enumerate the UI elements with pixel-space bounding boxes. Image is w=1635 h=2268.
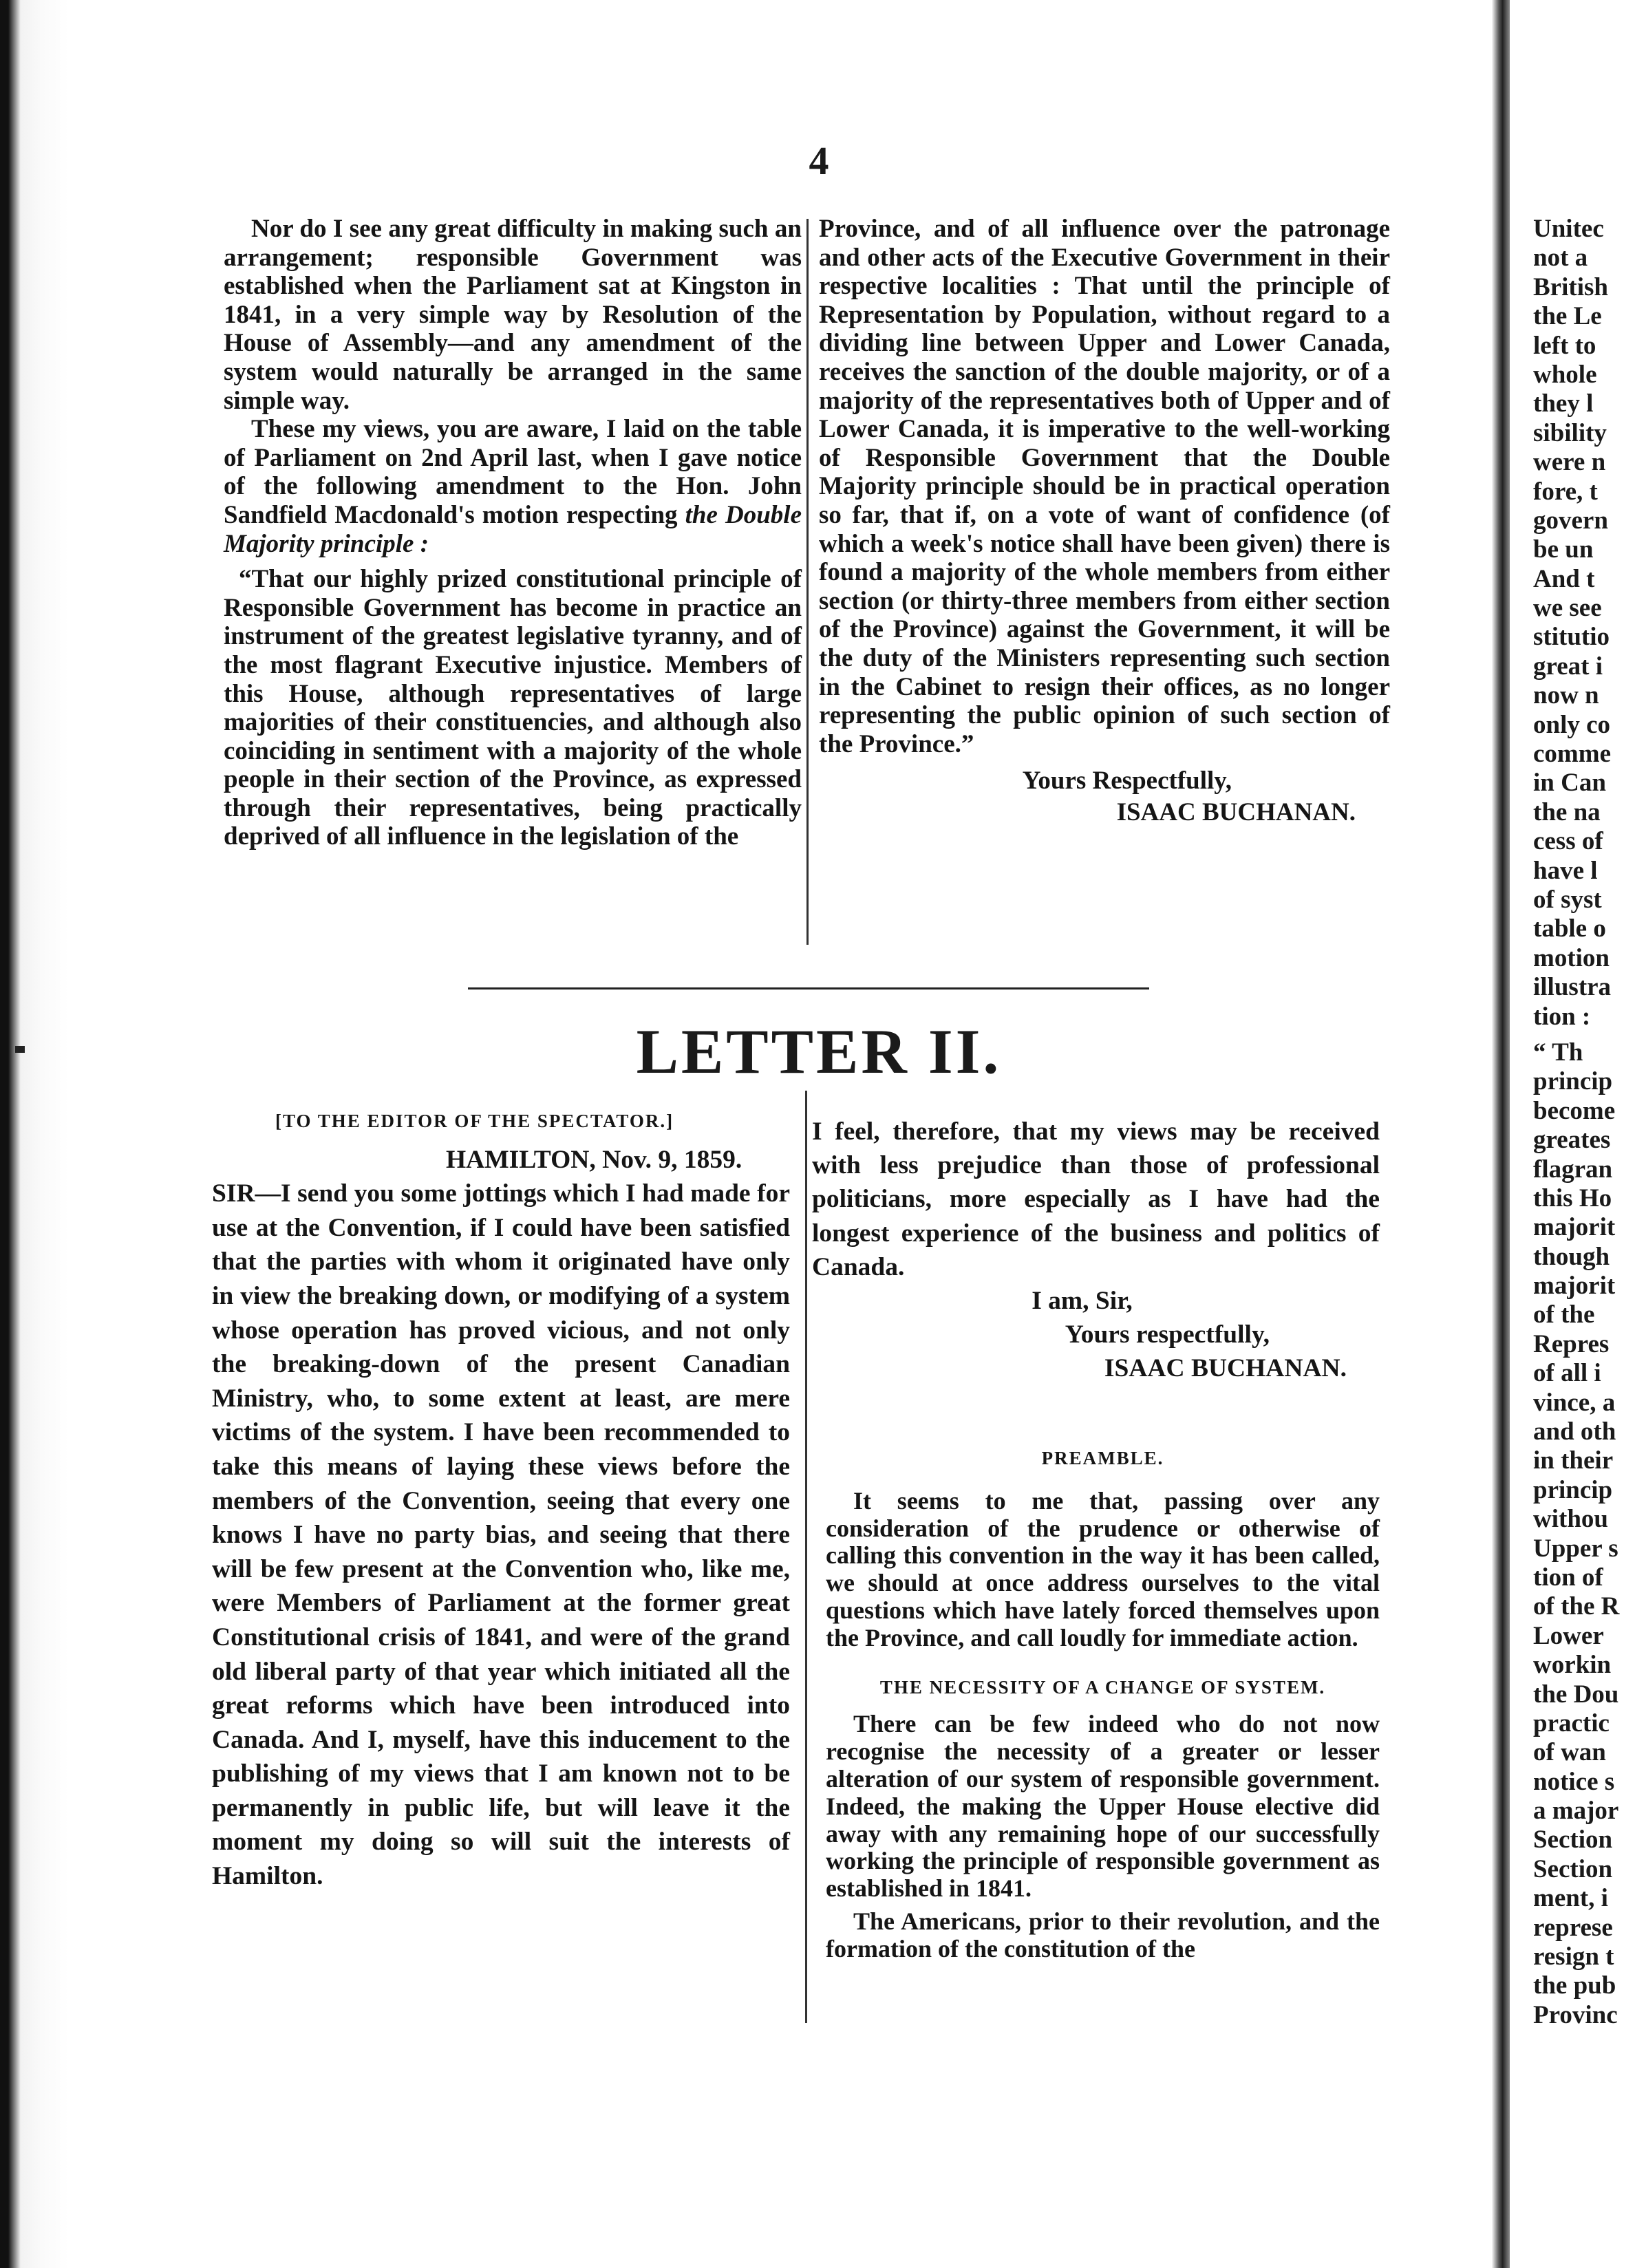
fragment-line: only co — [1533, 710, 1611, 739]
fragment-line: ment, i — [1533, 1884, 1608, 1913]
paragraph-text: These my views, you are aware, I laid on the table of Parliament on 2nd April last, when I gave notice of the following amendment to the Hon. John Sandfield Macdonald's motion respecting — [224, 415, 802, 529]
fragment-line: govern — [1533, 506, 1608, 535]
fragment-line: Section — [1533, 1826, 1613, 1854]
fragment-line: the Le — [1533, 302, 1602, 331]
fragment-line: and oth — [1533, 1418, 1616, 1446]
preamble-heading: PREAMBLE. — [1041, 1448, 1164, 1468]
letter1-left-column — [224, 215, 802, 851]
dateline: HAMILTON, Nov. 9, 1859. — [446, 1145, 742, 1174]
fragment-line: princip — [1533, 1067, 1613, 1096]
fragment-line: represe — [1533, 1913, 1613, 1942]
fragment-line: notice s — [1533, 1767, 1615, 1796]
fragment-line: princip — [1533, 1475, 1613, 1504]
fragment-line: Section — [1533, 1854, 1613, 1883]
fragment-line: great i — [1533, 652, 1603, 681]
fragment-line: cess of — [1533, 827, 1603, 856]
paragraph — [224, 415, 802, 558]
fragment-line: flagran — [1533, 1155, 1613, 1184]
letter-heading: LETTER II. — [636, 1016, 1002, 1087]
column-divider — [805, 1091, 807, 2023]
fragment-line: left to — [1533, 331, 1596, 360]
fragment-line: majorit — [1533, 1272, 1616, 1301]
fragment-line: the Dou — [1533, 1680, 1619, 1709]
fragment-line: become — [1533, 1096, 1616, 1125]
fragment-line: now n — [1533, 681, 1599, 710]
fragment-line: of wan — [1533, 1738, 1606, 1767]
editor-address: [TO THE EDITOR OF THE SPECTATOR.] — [275, 1111, 674, 1131]
fragment-line: tion of — [1533, 1563, 1603, 1592]
fragment-line: of the R — [1533, 1592, 1620, 1621]
letter1-right-column — [819, 215, 1390, 826]
closing: Yours Respectfully, — [1022, 767, 1232, 795]
fragment-line: they l — [1533, 389, 1594, 418]
fragment-line: Lower — [1533, 1621, 1604, 1650]
fragment-line: whole — [1533, 360, 1597, 389]
paragraph: SIR—I send you some jottings which I had made for use at the Convention, if I could have been satisfied that the parties with whom it originated have only in view the breaking down, or modifying of a system whose operation has proved vicious, and not only the breaking-down of the present Canadian Ministry, who, to some extent at least, are mere victims of the system. I have been recommended to take this means of laying these views before the members of the Convention, seeing that every one knows I have no party bias, and seeing that there will be few present at the Convention who, like me, were Members of Parliament at the former great Constitutional crisis of 1841, and were of the grand old liberal party of that year which initiated all the great reforms which have been introduced into Canada. And I, myself, have this inducement to the publishing of my views that I am known not to be permanently in public life, but will leave it the moment my doing so will suit the interests of Hamilton. — [212, 1179, 790, 1891]
adjacent-page-fragment — [1533, 215, 1635, 2030]
fragment-line: table o — [1533, 914, 1606, 943]
fragment-line: of the — [1533, 1301, 1595, 1329]
fragment-line: greates — [1533, 1126, 1611, 1155]
letter2-left-column — [212, 1104, 790, 1894]
fragment-line: Repres — [1533, 1329, 1610, 1358]
fragment-line: sibility — [1533, 418, 1607, 447]
paragraph: It seems to me that, passing over any consideration of the prudence or otherwise of calling this convention in the way it has been called, we should at once address ourselves to the vital questions which have lately forced themselves upon the Province, and call loudly for immediate action. — [826, 1486, 1380, 1651]
fragment-line: resign t — [1533, 1943, 1614, 1971]
letter2-right-column — [812, 1115, 1380, 1386]
fragment-line: practic — [1533, 1709, 1610, 1737]
fragment-line: the na — [1533, 798, 1601, 826]
fragment-line: Upper s — [1533, 1534, 1618, 1563]
fragment-line: And t — [1533, 564, 1595, 593]
fragment-line: majorit — [1533, 1213, 1616, 1242]
fragment-line: illustra — [1533, 973, 1612, 1002]
quoted-amendment: “That our highly prized constitutional principle of Responsible Government has become in practice an instrument of the greatest legislative tyranny, and of the most flagrant Executive injustice. Members of this House, although representatives of large majorities of their constituencies, and although also coinciding in sentiment with a majority of the whole people in their section of the Province, as expressed through their representatives, being practically deprived of all influence in the legislation of the — [224, 565, 802, 851]
fragment-line: withou — [1533, 1505, 1608, 1534]
italic-phrase: the Double Majority principle : — [224, 500, 802, 558]
fragment-line: comme — [1533, 740, 1611, 769]
fragment-line: of all i — [1533, 1359, 1601, 1388]
salutation: I am, Sir, — [1032, 1287, 1133, 1316]
fragment-line: not a — [1533, 244, 1588, 272]
fragment-line: have l — [1533, 856, 1598, 885]
paragraph: Nor do I see any great difficulty in making such an arrangement; responsible Government was established when the Parliament sat at Kingston in 1841, in a very simple way by Resolution of the House of Assembly—and any amendment of the system would naturally be arranged in the same simple way. — [224, 215, 802, 415]
signature: ISAAC BUCHANAN. — [1104, 1354, 1347, 1383]
fragment-line: in their — [1533, 1446, 1614, 1475]
section-rule — [468, 987, 1149, 989]
paragraph: I feel, therefore, that my views may be received with less prejudice than those of professional politicians, more especially as I have had the longest experience of the business and politics of Canada. — [812, 1117, 1380, 1281]
fragment-line: were n — [1533, 448, 1606, 477]
paragraph: The Americans, prior to their revolution, and the formation of the constitution of the — [826, 1907, 1380, 1962]
fragment-line: though — [1533, 1242, 1610, 1271]
fragment-line: Unitec — [1533, 215, 1604, 243]
scan-edge — [0, 0, 69, 2268]
page-number: 4 — [809, 138, 829, 183]
column-divider — [806, 219, 809, 945]
section-heading: THE NECESSITY OF A CHANGE OF SYSTEM. — [879, 1676, 1326, 1698]
fragment-line: motion — [1533, 943, 1610, 972]
fragment-line: a major — [1533, 1797, 1619, 1826]
fragment-line: vince, a — [1533, 1388, 1616, 1417]
fragment-line: this Ho — [1533, 1184, 1612, 1212]
fragment-line: tion : — [1533, 1002, 1591, 1031]
paragraph: Province, and of all influence over the patronage and other acts of the Executive Government in their respective localities : That until the principle of Representation by Population, without regard to a dividing line between Upper and Lower Canada, receives the sanction of the double majority, or of a majority of the representatives both of Upper and of Lower Canada, it is imperative to the well-working of Responsible Government that the Double Majority principle should be in practical operation so far, that if, on a vote of want of confidence (of which a week's notice shall have been given) there is found a majority of the whole members from either section (or thirty-three members from either section of the Province) against the Government, it will be the duty of the Ministers representing such section in the Cabinet to resign their offices, as no longer representing the public opinion of such section of the Province.” — [819, 215, 1390, 758]
fragment-line: we see — [1533, 594, 1602, 623]
fragment-line: of syst — [1533, 885, 1602, 914]
closing: Yours respectfully, — [1065, 1320, 1270, 1349]
fragment-line: fore, t — [1533, 477, 1598, 506]
paragraph: There can be few indeed who do not now recognise the necessity of a greater or lesser alteration of our system of responsible government. Indeed, the making the Upper House elective did away with any remaining hope of our successfully working the principle of responsible government as established in 1841. — [826, 1710, 1380, 1903]
fragment-line: be un — [1533, 535, 1594, 564]
fragment-line: “ Th — [1533, 1038, 1583, 1067]
fragment-line: the pub — [1533, 1971, 1616, 2000]
scan-mark — [15, 1046, 25, 1053]
signature: ISAAC BUCHANAN. — [1116, 798, 1356, 826]
page-gutter — [1492, 0, 1510, 2268]
fragment-line: workin — [1533, 1651, 1612, 1680]
fragment-line: Provinc — [1533, 2000, 1618, 2029]
fragment-line: stitutio — [1533, 623, 1610, 652]
fragment-line: in Can — [1533, 769, 1606, 798]
fragment-line: British — [1533, 272, 1608, 301]
letter2-right-column-lower — [826, 1445, 1380, 1963]
